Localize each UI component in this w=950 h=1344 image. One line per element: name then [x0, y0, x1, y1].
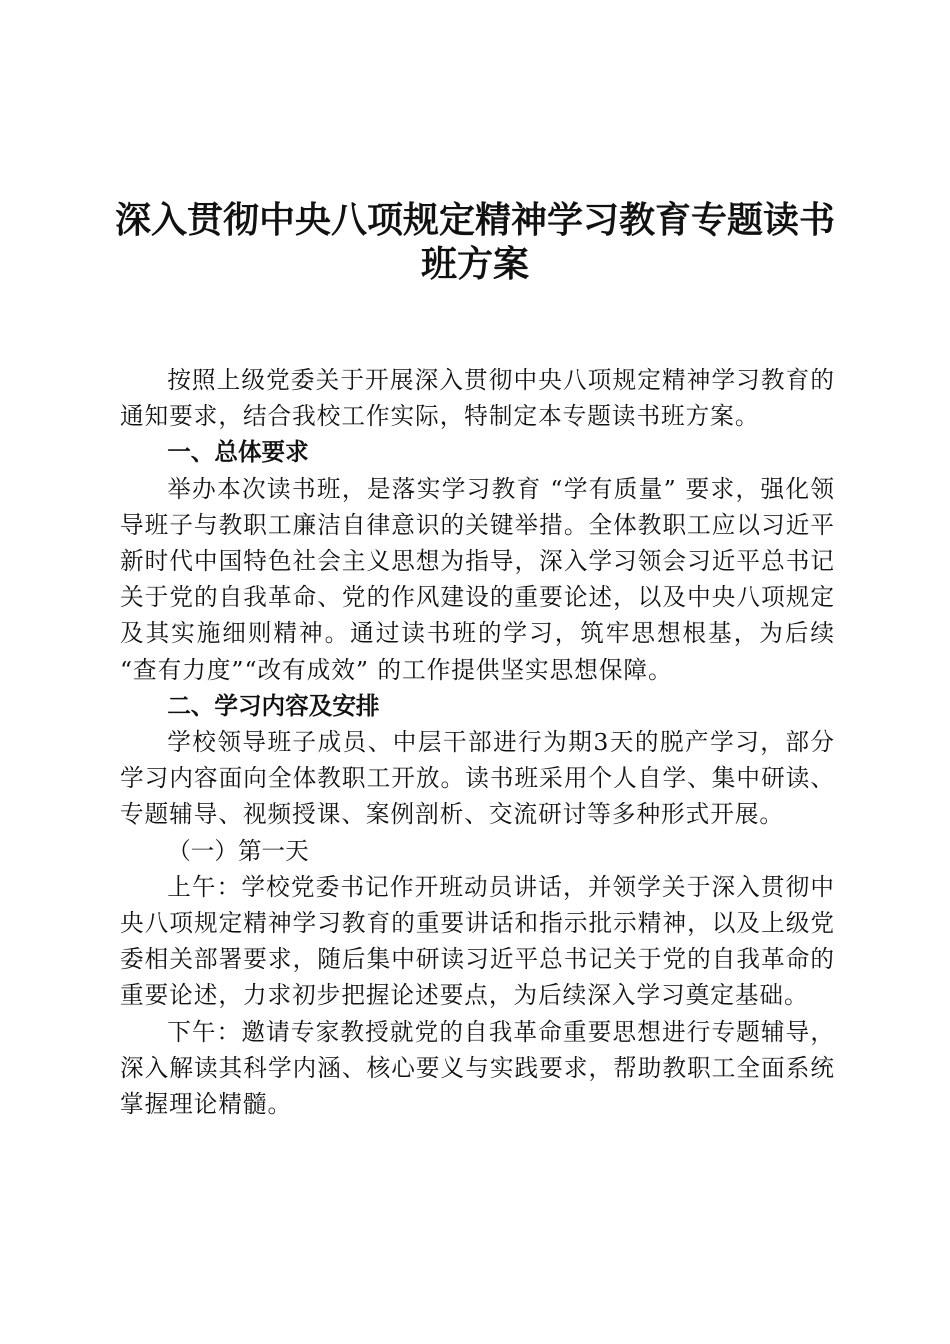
intro-paragraph: 按照上级党委关于开展深入贯彻中央八项规定精神学习教育的通知要求，结合我校工作实际，特制定本专题读书班方案。 — [120, 366, 835, 431]
overall-requirements-paragraph: 举办本次读书班，是落实学习教育 “学有质量” 要求，强化领导班子与教职工廉洁自律意识的关键举措。全体教职工应以习近平新时代中国特色社会主义思想为指导，深入学习领会习近平总书记关于党的自我革命、党的作风建设的重要论述，以及中央八项规定及其实施细则精神。通过读书班的学习，筑牢思想根基，为后续 “查有力度”“改有成效” 的工作提供坚实思想保障。 — [120, 474, 835, 684]
subheading-day-one: （一）第一天 — [167, 836, 309, 865]
section-heading-content-schedule: 二、学习内容及安排 — [167, 691, 380, 720]
day-one-afternoon-paragraph: 下午：邀请专家教授就党的自我革命重要思想进行专题辅导，深入解读其科学内涵、核心要义与实践要求，帮助教职工全面系统掌握理论精髓。 — [120, 1017, 835, 1119]
document-body — [120, 362, 835, 1122]
day-one-morning-paragraph: 上午：学校党委书记作开班动员讲话，并领学关于深入贯彻中央八项规定精神学习教育的重要讲话和指示批示精神，以及上级党委相关部署要求，随后集中研读习近平总书记关于党的自我革命的重要论述，力求初步把握论述要点，为后续深入学习奠定基础。 — [120, 872, 835, 1010]
content-schedule-paragraph: 学校领导班子成员、中层干部进行为期3天的脱产学习，部分学习内容面向全体教职工开放。读书班采用个人自学、集中研读、专题辅导、视频授课、案例剖析、交流研讨等多种形式开展。 — [120, 728, 835, 829]
section-heading-overall-requirements: 一、总体要求 — [167, 438, 309, 467]
document-title-line-2: 班方案 — [420, 243, 529, 285]
document-title-line-1: 深入贯彻中央八项规定精神学习教育专题读书 — [114, 199, 835, 241]
